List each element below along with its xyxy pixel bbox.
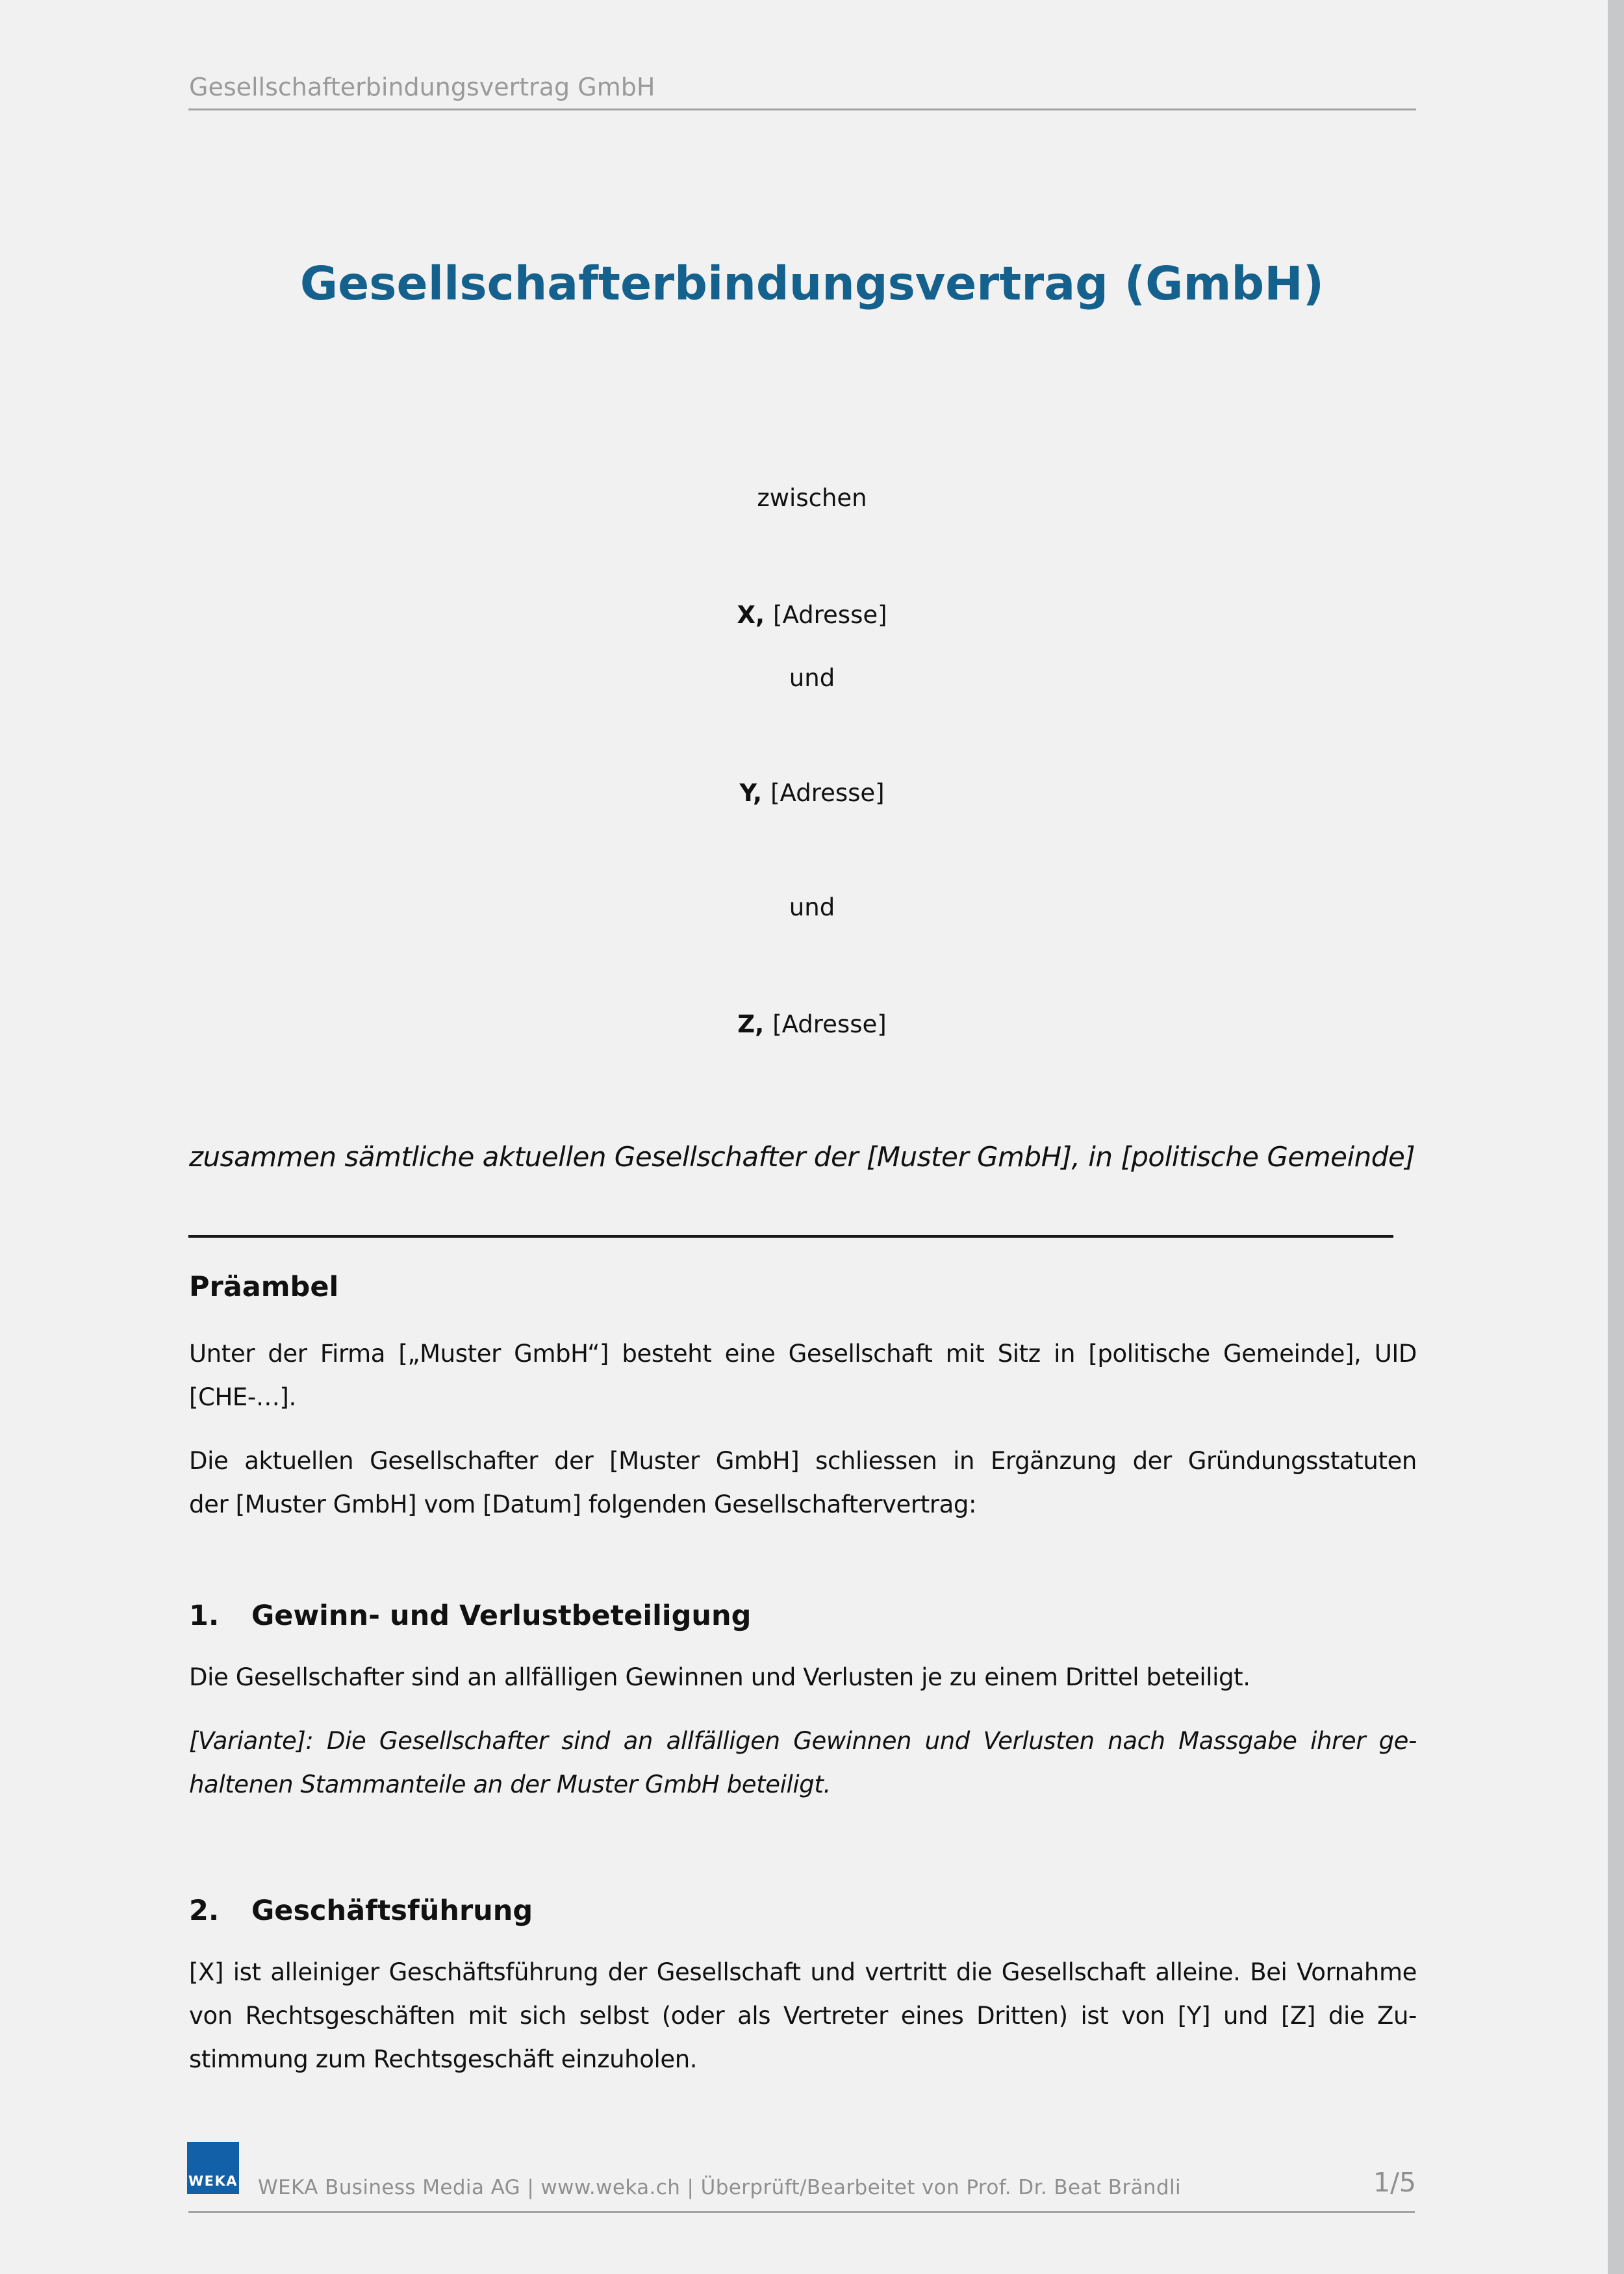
party-y: [0, 779, 1624, 808]
paragraph-line: stimmung zum Rechtsgeschäft einzuholen.: [189, 2045, 698, 2073]
party-z-address: [Adresse]: [772, 1010, 887, 1038]
weka-logo: [187, 2142, 239, 2194]
weka-logo-text: WEKA: [188, 2173, 238, 2189]
parties-collective-note: zusammen sämtliche aktuellen Gesellschafter der [Muster GmbH], in [politische Gemeinde]: [189, 1141, 1415, 1173]
paragraph: [189, 1950, 1417, 2081]
paragraph-line: der [Muster GmbH] vom [Datum] folgenden Gesellschaftervertrag:: [189, 1490, 977, 1518]
parties-intro: zwischen: [757, 484, 867, 512]
section-1-title: Gewinn- und Verlustbeteiligung: [251, 1600, 752, 1632]
parties-conjunction-2: und: [789, 893, 835, 921]
section-geschaeftsfuehrung: [189, 1895, 1417, 2101]
paragraph-line: von Rechtsgeschäften mit sich selbst (oder als Vertreter eines Dritten) ist von [Y] und [Z] die Zu-: [189, 2002, 1417, 2030]
paragraph-line: [CHE-…].: [189, 1383, 296, 1411]
footer-rule: [188, 2211, 1415, 2213]
party-y-address: [Adresse]: [770, 779, 885, 807]
preamble-heading: Präambel: [189, 1271, 339, 1303]
footer-text: WEKA Business Media AG | www.weka.ch | Überprüft/Bearbeitet von Prof. Dr. Beat Brändli: [258, 2176, 1182, 2199]
paragraph: [189, 1332, 1417, 1419]
parties-conjunction-1: und: [789, 664, 835, 692]
paragraph: [189, 1719, 1417, 1806]
paragraph-line: Die aktuellen Gesellschafter der [Muster GmbH] schliessen in Ergänzung der Gründungsstatuten: [189, 1447, 1417, 1475]
section-2-number: 2.: [189, 1895, 220, 1927]
paragraph-line: Unter der Firma [„Muster GmbH“] besteht eine Gesellschaft mit Sitz in [politische Gemeinde], UID: [189, 1340, 1417, 1368]
party-x: [0, 601, 1624, 630]
party-z: [0, 1010, 1624, 1039]
party-x-name: X,: [737, 601, 765, 629]
paragraph: [189, 1439, 1417, 1526]
preamble-paragraphs: [189, 1332, 1417, 1546]
paragraph-line: [X] ist alleiniger Geschäftsführung der Gesellschaft und vertritt die Gesellschaft alleine. Bei Vornahme: [189, 1958, 1417, 1986]
paragraph-line: Die Gesellschafter sind an allfälligen Gewinnen und Verlusten je zu einem Drittel beteiligt.: [189, 1663, 1250, 1691]
header-rule: [188, 109, 1416, 110]
paragraph-line: haltenen Stammanteile an der Muster GmbH beteiligt.: [189, 1770, 831, 1798]
paragraph: [189, 1655, 1417, 1699]
running-header-text: Gesellschafterbindungsvertrag GmbH: [189, 73, 655, 101]
section-2-paragraphs: [189, 1950, 1417, 2081]
paragraph-line: [Variante]: Die Gesellschafter sind an allfälligen Gewinnen und Verlusten nach Massgabe ihrer ge-: [189, 1727, 1417, 1755]
page-number: 1/5: [1373, 2167, 1416, 2198]
section-1-number: 1.: [189, 1600, 220, 1632]
party-x-address: [Adresse]: [773, 601, 887, 629]
separator-rule: [188, 1235, 1393, 1238]
document-title: Gesellschafterbindungsvertrag (GmbH): [299, 257, 1325, 311]
section-2-heading: [189, 1895, 1417, 1927]
section-1-paragraphs: [189, 1655, 1417, 1806]
party-z-name: Z,: [737, 1010, 765, 1038]
scrollbar[interactable]: [1608, 0, 1624, 2274]
section-2-title: Geschäftsführung: [251, 1895, 533, 1927]
party-y-name: Y,: [739, 779, 763, 807]
section-gewinn-und-verlustbeteiligung: [189, 1600, 1417, 1826]
section-1-heading: [189, 1600, 1417, 1632]
